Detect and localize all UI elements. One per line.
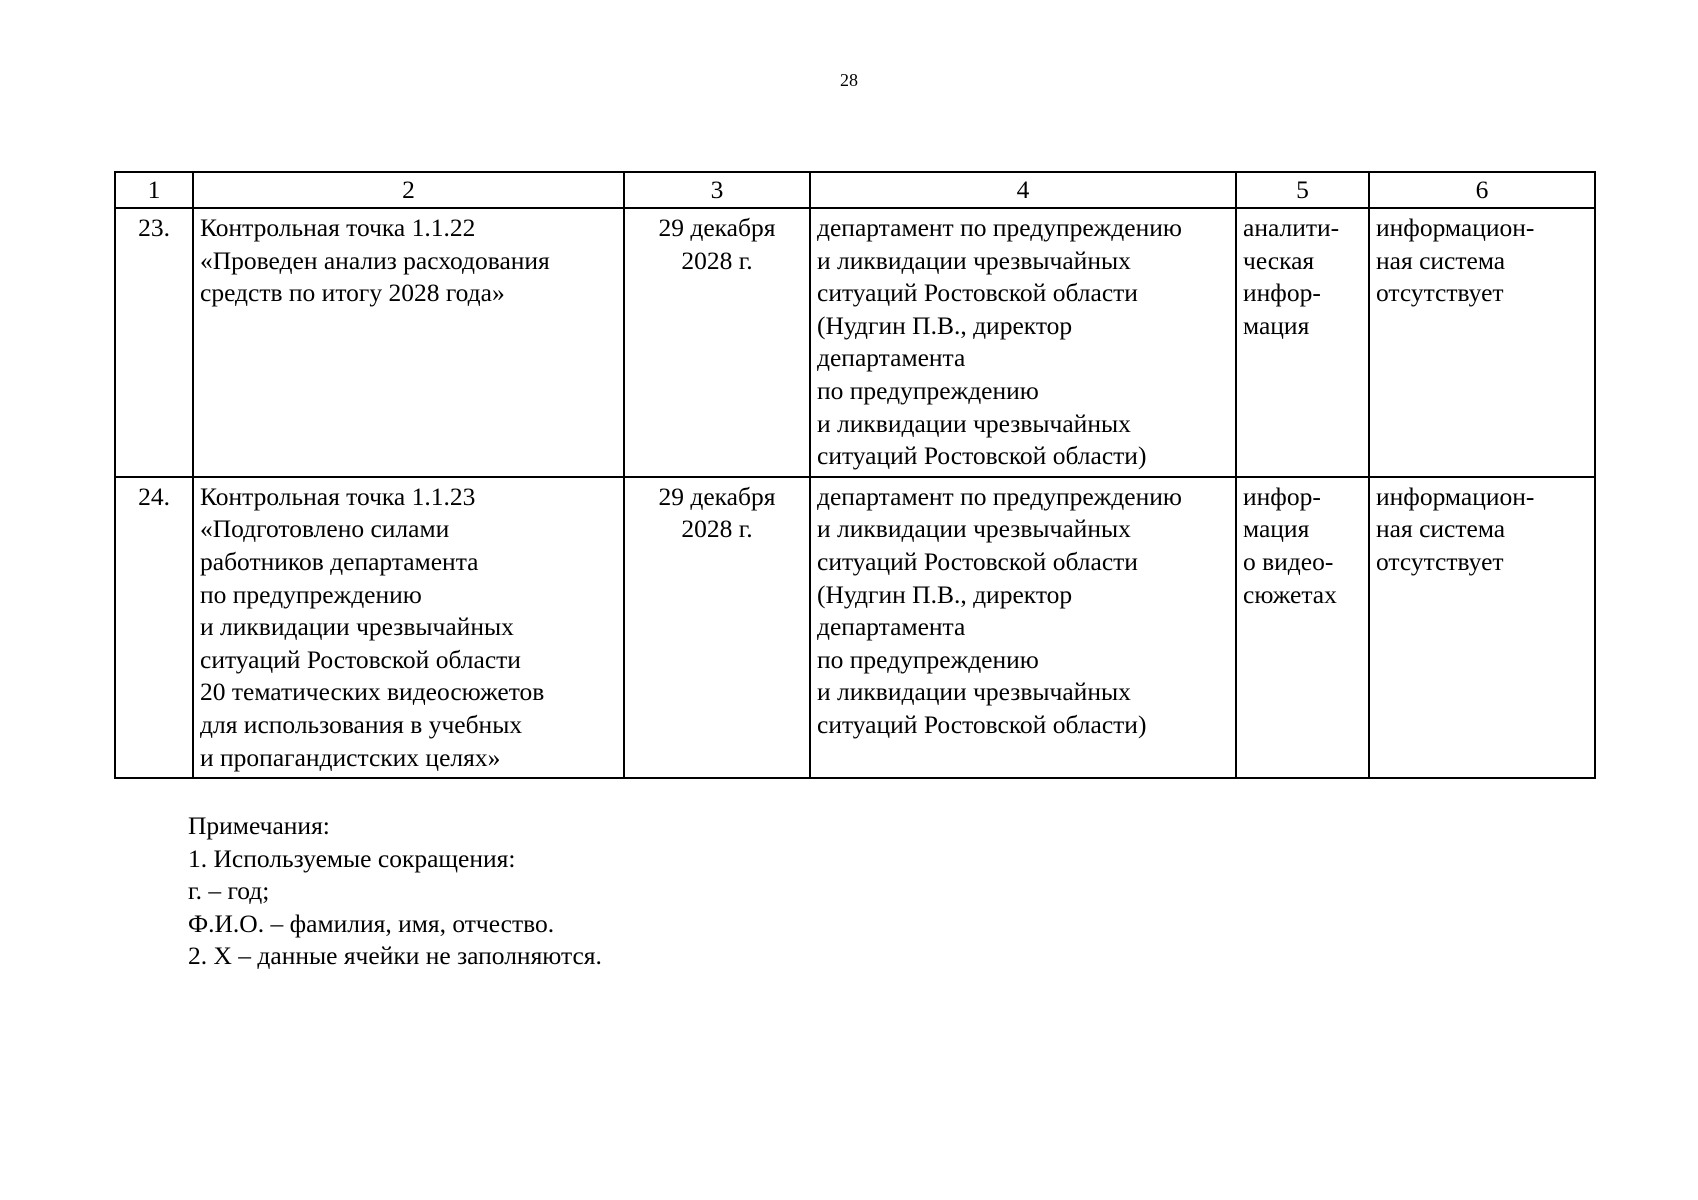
- cell-line: информацион-: [1376, 213, 1535, 242]
- document-type-cell: [1236, 208, 1369, 477]
- cell-line: аналити-: [1243, 213, 1340, 242]
- cell-line: для использования в учебных: [200, 709, 523, 739]
- cell-line: (Нудгин П.В., директор: [817, 310, 1073, 340]
- event-cell: [193, 477, 624, 778]
- information-system-cell: [1369, 208, 1595, 477]
- note-line: Ф.И.О. – фамилия, имя, отчество.: [188, 908, 555, 938]
- cell-line: сюжетах: [1243, 579, 1337, 609]
- cell-line: ситуаций Ростовской области): [817, 709, 1147, 739]
- page-number: 28: [840, 70, 858, 90]
- cell-line: ситуаций Ростовской области: [200, 644, 521, 674]
- cell-line: Контрольная точка 1.1.22: [200, 213, 476, 242]
- note-line: 2. Х – данные ячейки не заполняются.: [188, 941, 602, 971]
- cell-line: и ликвидации чрезвычайных: [817, 408, 1131, 438]
- row-number: 24.: [115, 477, 193, 778]
- event-cell: [193, 208, 624, 477]
- date-cell: [624, 477, 810, 778]
- column-header: 2: [193, 172, 624, 208]
- cell-line: отсутствует: [1376, 546, 1504, 576]
- column-header: 4: [810, 172, 1236, 208]
- table-row: [115, 208, 1595, 477]
- cell-line: информацион-: [1376, 481, 1535, 511]
- cell-line: работников департамента: [200, 546, 479, 576]
- cell-line: мация: [1243, 514, 1310, 544]
- column-header: 6: [1369, 172, 1595, 208]
- column-header: 5: [1236, 172, 1369, 208]
- cell-line: департамента: [817, 612, 966, 642]
- table-row: [115, 477, 1595, 778]
- cell-line: 29 декабря: [658, 213, 776, 242]
- row-number: 23.: [115, 208, 193, 477]
- notes-heading: Примечания:: [188, 811, 330, 840]
- cell-line: инфор-: [1243, 278, 1321, 308]
- cell-line: департамент по предупреждению: [817, 213, 1182, 242]
- cell-line: ситуаций Ростовской области: [817, 278, 1138, 308]
- responsible-cell: [810, 208, 1236, 477]
- cell-line: Контрольная точка 1.1.23: [200, 481, 476, 511]
- cell-line: 2028 г.: [681, 245, 753, 275]
- column-header: 1: [115, 172, 193, 208]
- cell-line: (Нудгин П.В., директор: [817, 579, 1073, 609]
- responsible-cell: [810, 477, 1236, 778]
- cell-line: 20 тематических видеосюжетов: [200, 677, 545, 707]
- cell-line: и ликвидации чрезвычайных: [817, 677, 1131, 707]
- note-line: 1. Используемые сокращения:: [188, 843, 516, 873]
- cell-line: и ликвидации чрезвычайных: [817, 514, 1131, 544]
- cell-line: и пропагандистских целях»: [200, 742, 501, 772]
- cell-line: по предупреждению: [817, 644, 1039, 674]
- cell-line: по предупреждению: [200, 579, 422, 609]
- cell-line: и ликвидации чрезвычайных: [817, 245, 1131, 275]
- cell-line: отсутствует: [1376, 278, 1504, 308]
- cell-line: о видео-: [1243, 546, 1334, 576]
- cell-line: мация: [1243, 310, 1310, 340]
- cell-line: инфор-: [1243, 481, 1321, 511]
- column-header: 3: [624, 172, 810, 208]
- cell-line: средств по итогу 2028 года»: [200, 278, 505, 308]
- note-line: г. – год;: [188, 876, 270, 906]
- cell-line: 2028 г.: [681, 514, 753, 544]
- document-type-cell: [1236, 477, 1369, 778]
- cell-line: ситуаций Ростовской области: [817, 546, 1138, 576]
- cell-line: 29 декабря: [658, 481, 776, 511]
- cell-line: департамент по предупреждению: [817, 481, 1182, 511]
- cell-line: ситуаций Ростовской области): [817, 441, 1147, 471]
- notes-section: [188, 810, 602, 973]
- control-points-table: [114, 171, 1596, 779]
- information-system-cell: [1369, 477, 1595, 778]
- cell-line: ная система: [1376, 245, 1506, 275]
- cell-line: и ликвидации чрезвычайных: [200, 612, 514, 642]
- cell-line: «Проведен анализ расходования: [200, 245, 550, 275]
- table-header-row: [115, 172, 1595, 208]
- cell-line: ная система: [1376, 514, 1506, 544]
- cell-line: ческая: [1243, 245, 1315, 275]
- cell-line: департамента: [817, 343, 966, 373]
- cell-line: по предупреждению: [817, 375, 1039, 405]
- date-cell: [624, 208, 810, 477]
- cell-line: «Подготовлено силами: [200, 514, 450, 544]
